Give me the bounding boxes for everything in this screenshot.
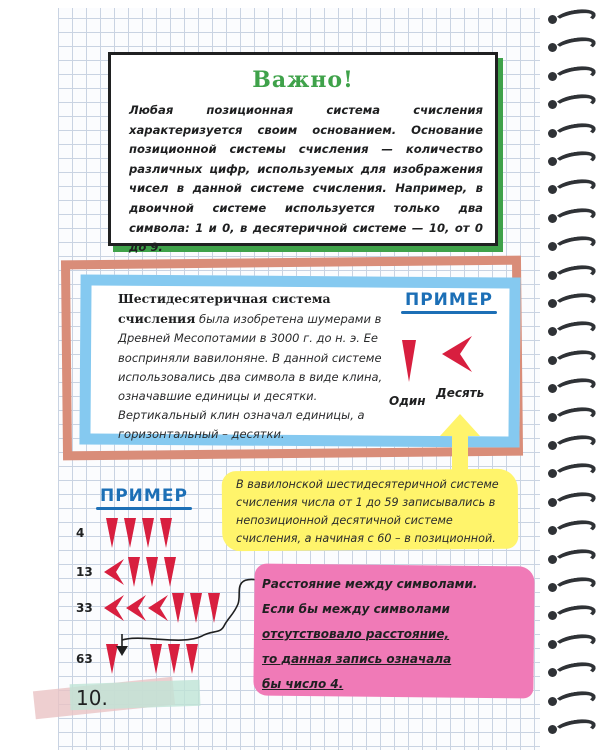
- pink-note-line-2: Если бы между символами: [262, 602, 450, 616]
- spiral-ring: [548, 633, 598, 655]
- spiral-ring: [548, 519, 598, 541]
- example-label-2: [100, 486, 188, 506]
- pink-note-line-5: бы число 4.: [262, 677, 344, 691]
- symbol-ten-label: Десять: [436, 386, 485, 400]
- spiral-ring: [548, 406, 598, 428]
- page-top-margin: [0, 0, 600, 8]
- spiral-ring: [548, 292, 598, 314]
- spiral-ring: [548, 65, 598, 87]
- spiral-ring: [548, 548, 598, 570]
- spiral-ring: [548, 434, 598, 456]
- pink-note-line-3: отсутствовало расстояние,: [262, 627, 450, 641]
- spiral-ring: [548, 320, 598, 342]
- horizontal-wedge-icon: [442, 336, 472, 372]
- hexagesimal-text: [118, 289, 386, 445]
- hexagesimal-term: Шестидесятеричная система счисления: [118, 291, 331, 327]
- pink-note-line-1: Расстояние между символами.: [262, 577, 478, 591]
- spiral-ring: [548, 207, 598, 229]
- one-wedge: [142, 518, 154, 548]
- example-label-1: [405, 290, 493, 310]
- example-label-2-text: ПРИМЕР: [100, 486, 188, 506]
- spiral-ring: [548, 8, 598, 30]
- spiral-ring: [548, 178, 598, 200]
- spiral-ring: [548, 718, 598, 740]
- important-title: Важно!: [252, 67, 354, 93]
- spiral-ring: [548, 462, 598, 484]
- spiral-ring: [548, 576, 598, 598]
- spiral-ring: [548, 235, 598, 257]
- number-label: 4: [76, 526, 85, 540]
- spiral-ring: [548, 661, 598, 683]
- spiral-ring: [548, 491, 598, 513]
- spiral-ring: [548, 690, 598, 712]
- pink-note-text: [262, 572, 524, 697]
- one-wedge: [160, 518, 172, 548]
- spiral-ring: [548, 377, 598, 399]
- spiral-ring: [548, 604, 598, 626]
- pink-note-line-4: то данная запись означала: [262, 652, 452, 666]
- spiral-ring: [548, 93, 598, 115]
- spiral-ring: [548, 349, 598, 371]
- spiral-ring: [548, 122, 598, 144]
- spiral-binding: [548, 0, 600, 750]
- important-text: Любая позиционная система счисления характеризуется своим основанием. Основание позиционной системы счисления — количество различных цифр, используемых для изображения чисел в данной системе счисления. Например, в двоичной системе используется только два символа: 1 и 0, в десятеричной системе — 10, от 0 до 9.: [129, 103, 483, 255]
- spiral-ring: [548, 264, 598, 286]
- example-label-1-text: ПРИМЕР: [405, 290, 493, 310]
- page-number: 10.: [76, 686, 108, 710]
- one-wedge: [106, 518, 118, 548]
- hexagesimal-body: была изобретена шумерами в Древней Месопотамии в 3000 г. до н. э. Ее восприняли вавилоняне. В данной системе использовались два символа в виде клина, означавшие единицы и десятки. Вертикальный клин означал единицы, а горизонтальный – десятки.: [118, 312, 383, 442]
- wedge-group: [104, 518, 182, 548]
- spiral-ring: [548, 36, 598, 58]
- spiral-ring: [548, 150, 598, 172]
- symbol-one-label: Один: [389, 394, 426, 408]
- number-label: 13: [76, 565, 93, 579]
- number-label: 33: [76, 601, 93, 615]
- vertical-wedge-icon: [402, 340, 416, 382]
- number-label: 63: [76, 652, 93, 666]
- hook-arrow-icon: [112, 574, 262, 658]
- page-left-margin: [0, 0, 58, 750]
- yellow-note-text: В вавилонской шестидесятеричной системе счисления числа от 1 до 59 записывались в непозиционной десятичной системе счисления, а начиная с 60 – в позиционной.: [236, 478, 499, 545]
- one-wedge: [124, 518, 136, 548]
- important-box: [108, 52, 498, 255]
